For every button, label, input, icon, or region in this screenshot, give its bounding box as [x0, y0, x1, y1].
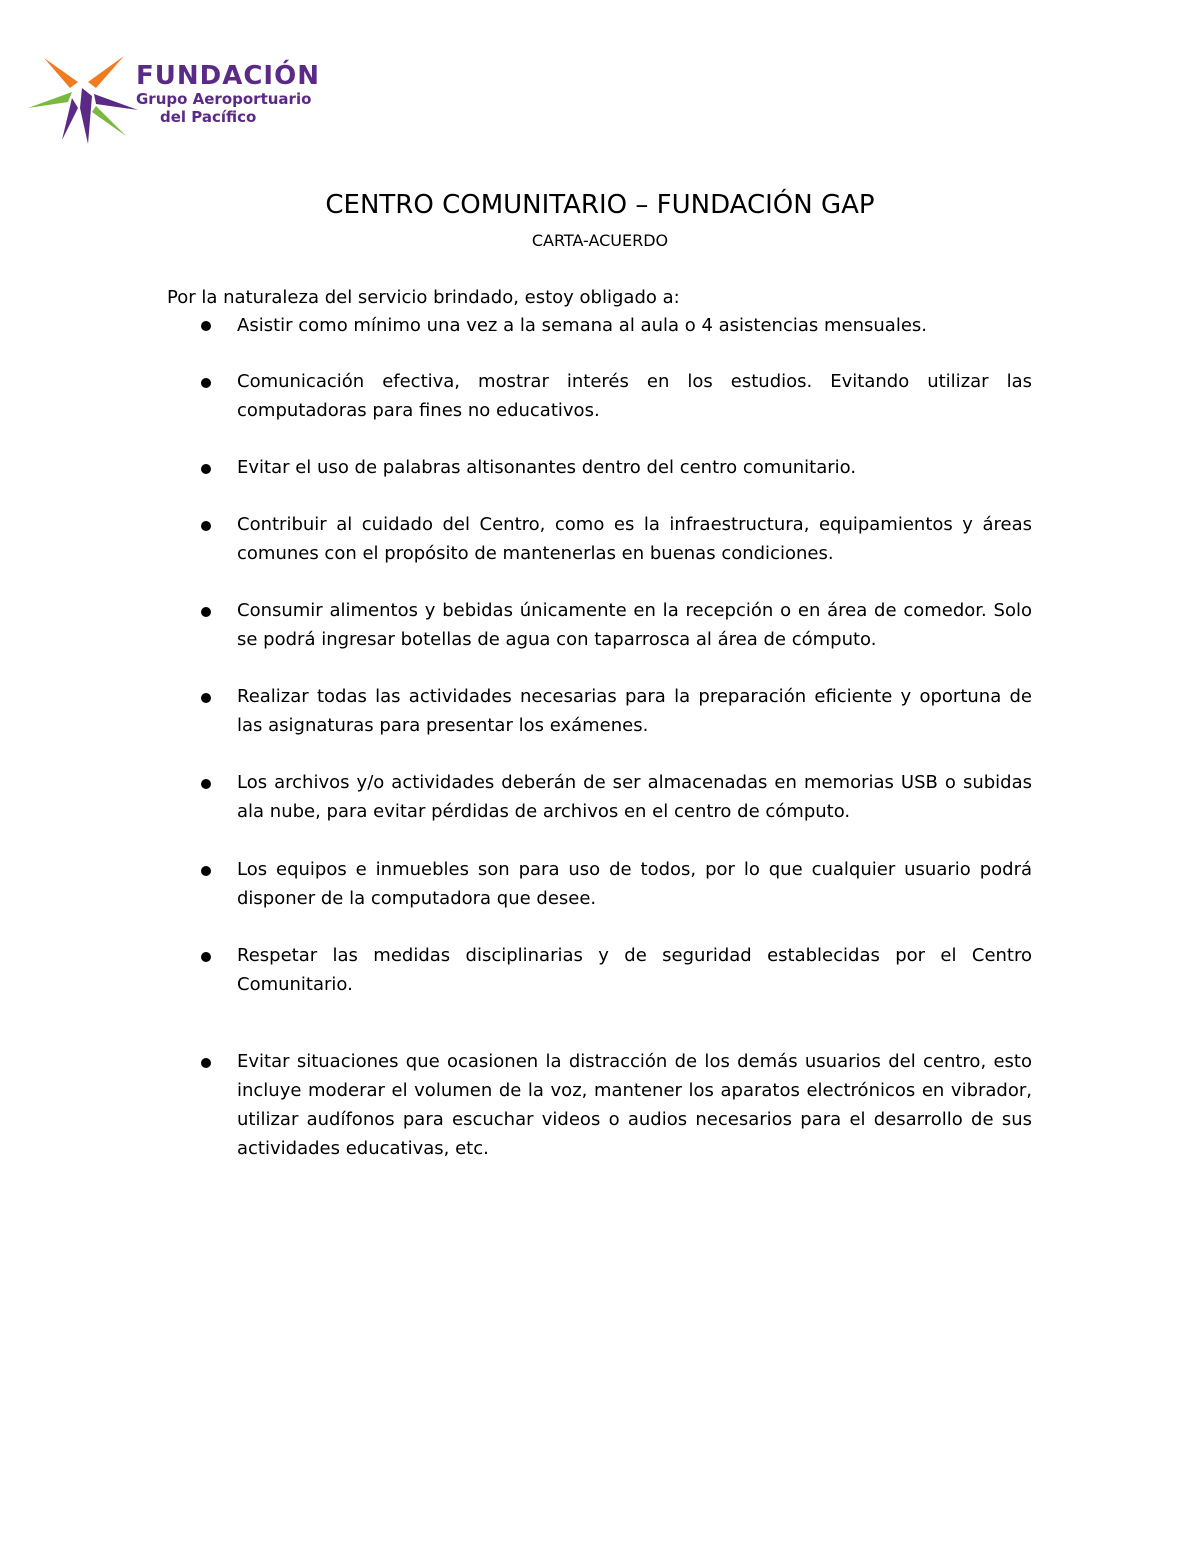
bullet-icon — [201, 321, 211, 331]
star-logo-icon — [26, 52, 138, 147]
list-item: Evitar situaciones que ocasionen la distracción de los demás usuarios del centro, esto incluye moderar el volumen de la voz, mantener los aparatos electrónicos en vibrador, utilizar audífonos para escuchar videos o audios necesarios para el desarrollo de sus actividades educativas, etc. — [237, 1051, 1032, 1159]
bullet-icon — [201, 378, 211, 388]
logo-line-2: del Pacífico — [160, 108, 257, 126]
bullet-icon — [201, 521, 211, 531]
bullet-icon — [201, 779, 211, 789]
fundacion-gap-logo — [26, 52, 326, 147]
list-item: Evitar el uso de palabras altisonantes dentro del centro comunitario. — [237, 457, 857, 478]
intro-text: Por la naturaleza del servicio brindado, estoy obligado a: — [167, 287, 680, 308]
bullet-icon — [201, 1058, 211, 1068]
list-item: Los equipos e inmuebles son para uso de todos, por lo que cualquier usuario podrá disponer de la computadora que desee. — [237, 859, 1032, 909]
bullet-icon — [201, 607, 211, 617]
page-title: CENTRO COMUNITARIO – FUNDACIÓN GAP — [325, 190, 875, 220]
bullet-icon — [201, 866, 211, 876]
bullet-icon — [201, 952, 211, 962]
list-item: Comunicación efectiva, mostrar interés en los estudios. Evitando utilizar las computadoras para fines no educativos. — [237, 371, 1032, 421]
list-item: Respetar las medidas disciplinarias y de seguridad establecidas por el Centro Comunitario. — [237, 945, 1032, 995]
list-item: Los archivos y/o actividades deberán de ser almacenadas en memorias USB o subidas ala nube, para evitar pérdidas de archivos en el centro de cómputo. — [237, 772, 1032, 822]
list-item: Contribuir al cuidado del Centro, como es la infraestructura, equipamientos y áreas comunes con el propósito de mantenerlas en buenas condiciones. — [237, 514, 1032, 564]
list-item: Realizar todas las actividades necesarias para la preparación eficiente y oportuna de las asignaturas para presentar los exámenes. — [237, 686, 1032, 736]
page-subtitle: CARTA-ACUERDO — [531, 231, 669, 250]
logo-text — [136, 62, 336, 126]
bullet-icon — [201, 693, 211, 703]
logo-line-1: Grupo Aeroportuario — [136, 90, 312, 108]
bullet-icon — [201, 464, 211, 474]
list-item: Consumir alimentos y bebidas únicamente en la recepción o en área de comedor. Solo se podrá ingresar botellas de agua con taparrosca al área de cómputo. — [237, 600, 1032, 650]
logo-word: FUNDACIÓN — [136, 61, 320, 91]
list-item: Asistir como mínimo una vez a la semana al aula o 4 asistencias mensuales. — [237, 315, 928, 336]
